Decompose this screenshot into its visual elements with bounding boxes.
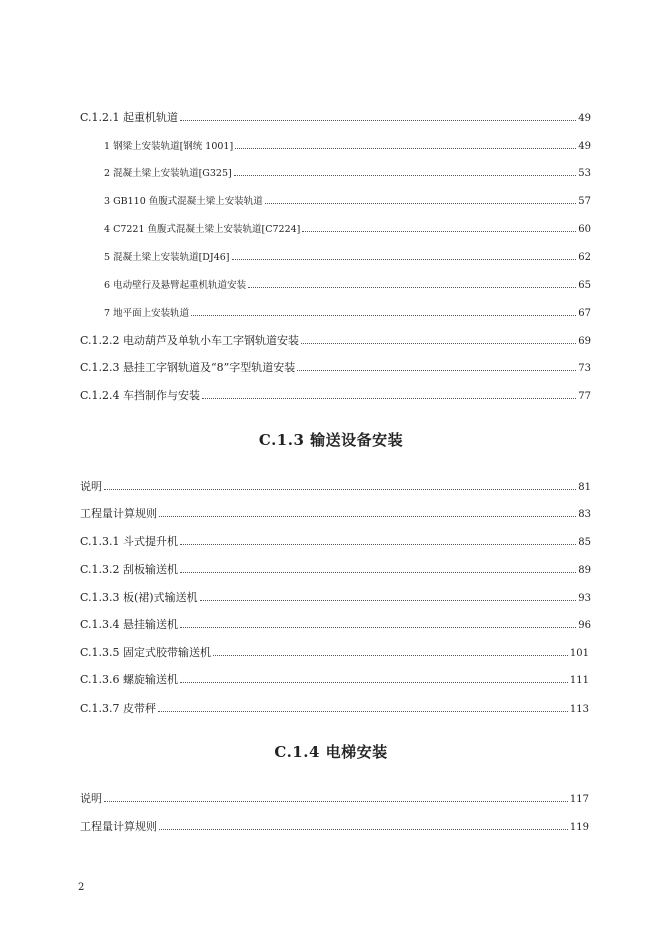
toc-leader-dots: [159, 829, 568, 830]
toc-entry-title: 工程量计算规则: [80, 507, 157, 520]
toc-entry-c1-2-1[interactable]: [80, 111, 591, 126]
toc-entry-page: 81: [578, 482, 591, 493]
toc-leader-dots: [232, 259, 577, 260]
toc-entry-sub-1[interactable]: [104, 140, 591, 154]
toc-entry-page: 60: [578, 224, 591, 235]
toc-entry-title: 工程量计算规则: [80, 820, 157, 833]
toc-entry-title: 5 混凝土梁上安装轨道[DJ46]: [104, 252, 230, 263]
toc-entry-sub-2[interactable]: [104, 167, 591, 181]
toc-entry-title: 说明: [80, 480, 102, 493]
toc-leader-dots: [200, 600, 577, 601]
toc-entry-page: 113: [569, 704, 589, 715]
toc-leader-dots: [180, 120, 576, 121]
toc-leader-dots: [159, 516, 576, 517]
toc-entry-c1-3-3[interactable]: [80, 591, 591, 606]
toc-entry-sub-5[interactable]: [104, 251, 591, 265]
toc-entry-title: 2 混凝土梁上安装轨道[G325]: [104, 168, 232, 179]
toc-leader-dots: [248, 287, 576, 288]
toc-entry-c1-2-2[interactable]: [80, 334, 591, 349]
toc-entry-page: 96: [578, 620, 591, 631]
toc-entry-c1-3-1[interactable]: [80, 535, 591, 550]
toc-entry-title: C.1.2.2 电动葫芦及单轨小车工字钢轨道安装: [80, 334, 300, 347]
toc-entry-sub-7[interactable]: [104, 307, 591, 321]
toc-entry-sub-6[interactable]: [104, 279, 591, 293]
toc-entry-page: 65: [578, 280, 591, 291]
toc-entry-page: 73: [578, 363, 591, 374]
toc-entry-c13-rules[interactable]: [80, 507, 591, 522]
toc-entry-page: 49: [578, 141, 591, 152]
toc-leader-dots: [302, 231, 576, 232]
toc-entry-title: 6 电动壁行及悬臂起重机轨道安装: [104, 280, 247, 291]
toc-entry-c1-3-2[interactable]: [80, 563, 591, 578]
toc-entry-page: 111: [569, 675, 589, 686]
toc-entry-page: 93: [578, 593, 591, 604]
toc-entry-title: C.1.3.5 固定式胶带输送机: [80, 646, 212, 659]
toc-entry-title: C.1.3.2 刮板输送机: [80, 563, 179, 576]
toc-entry-page: 53: [578, 168, 591, 179]
toc-entry-c13-description[interactable]: [80, 480, 591, 495]
toc-leader-dots: [202, 398, 576, 399]
toc-entry-c1-2-3[interactable]: [80, 361, 591, 376]
toc-entry-page: 62: [578, 252, 591, 263]
toc-leader-dots: [235, 148, 576, 149]
toc-entry-title: C.1.3.3 板(裙)式输送机: [80, 591, 198, 604]
toc-entry-title: 1 钢梁上安装轨道[钢统 1001]: [104, 141, 234, 152]
toc-entry-page: 85: [578, 537, 591, 548]
toc-entry-page: 117: [569, 794, 589, 805]
toc-entry-title: 说明: [80, 792, 102, 805]
toc-entry-title: C.1.3.6 螺旋输送机: [80, 673, 179, 686]
toc-entry-c1-3-4[interactable]: [80, 618, 591, 633]
toc-leader-dots: [301, 343, 576, 344]
toc-entry-page: 89: [578, 565, 591, 576]
toc-entry-c14-description[interactable]: [80, 792, 589, 807]
toc-leader-dots: [104, 801, 568, 802]
toc-leader-dots: [180, 572, 576, 573]
section-heading-c1-4: C.1.4 电梯安装: [274, 743, 388, 761]
toc-entry-c1-3-6[interactable]: [80, 673, 589, 688]
toc-leader-dots: [180, 544, 576, 545]
toc-entry-title: C.1.3.1 斗式提升机: [80, 535, 179, 548]
section-heading-c1-3: C.1.3 输送设备安装: [258, 431, 404, 449]
toc-entry-c1-2-4[interactable]: [80, 389, 591, 404]
toc-entry-page: 49: [578, 113, 591, 124]
toc-entry-title: 3 GB110 鱼腹式混凝土梁上安装轨道: [104, 196, 263, 207]
toc-entry-sub-3[interactable]: [104, 195, 591, 209]
toc-entry-c1-3-5[interactable]: [80, 646, 589, 661]
toc-entry-c1-3-7[interactable]: [80, 702, 589, 717]
toc-entry-page: 67: [578, 308, 591, 319]
toc-entry-title: C.1.3.4 悬挂输送机: [80, 618, 179, 631]
toc-leader-dots: [104, 489, 576, 490]
toc-leader-dots: [234, 175, 577, 176]
toc-leader-dots: [213, 655, 568, 656]
toc-entry-title: C.1.2.4 车挡制作与安装: [80, 389, 201, 402]
toc-entry-page: 77: [578, 391, 591, 402]
toc-entry-page: 119: [569, 822, 589, 833]
toc-leader-dots: [191, 315, 576, 316]
toc-entry-page: 69: [578, 336, 591, 347]
toc-entry-title: 7 地平面上安装轨道: [104, 308, 190, 319]
toc-leader-dots: [265, 203, 576, 204]
toc-leader-dots: [297, 370, 576, 371]
toc-entry-title: C.1.2.1 起重机轨道: [80, 111, 179, 124]
toc-entry-page: 57: [578, 196, 591, 207]
toc-entry-title: C.1.2.3 悬挂工字钢轨道及“8”字型轨道安装: [80, 361, 296, 374]
toc-entry-c14-rules[interactable]: [80, 820, 589, 835]
toc-entry-title: C.1.3.7 皮带秤: [80, 702, 157, 715]
toc-leader-dots: [180, 682, 568, 683]
toc-leader-dots: [180, 627, 576, 628]
toc-entry-page: 101: [569, 648, 589, 659]
toc-entry-page: 83: [578, 509, 591, 520]
footer-page-number: 2: [78, 882, 85, 893]
toc-entry-title: 4 C7221 鱼腹式混凝土梁上安装轨道[C7224]: [104, 224, 301, 235]
toc-leader-dots: [158, 711, 568, 712]
toc-entry-sub-4[interactable]: [104, 223, 591, 237]
